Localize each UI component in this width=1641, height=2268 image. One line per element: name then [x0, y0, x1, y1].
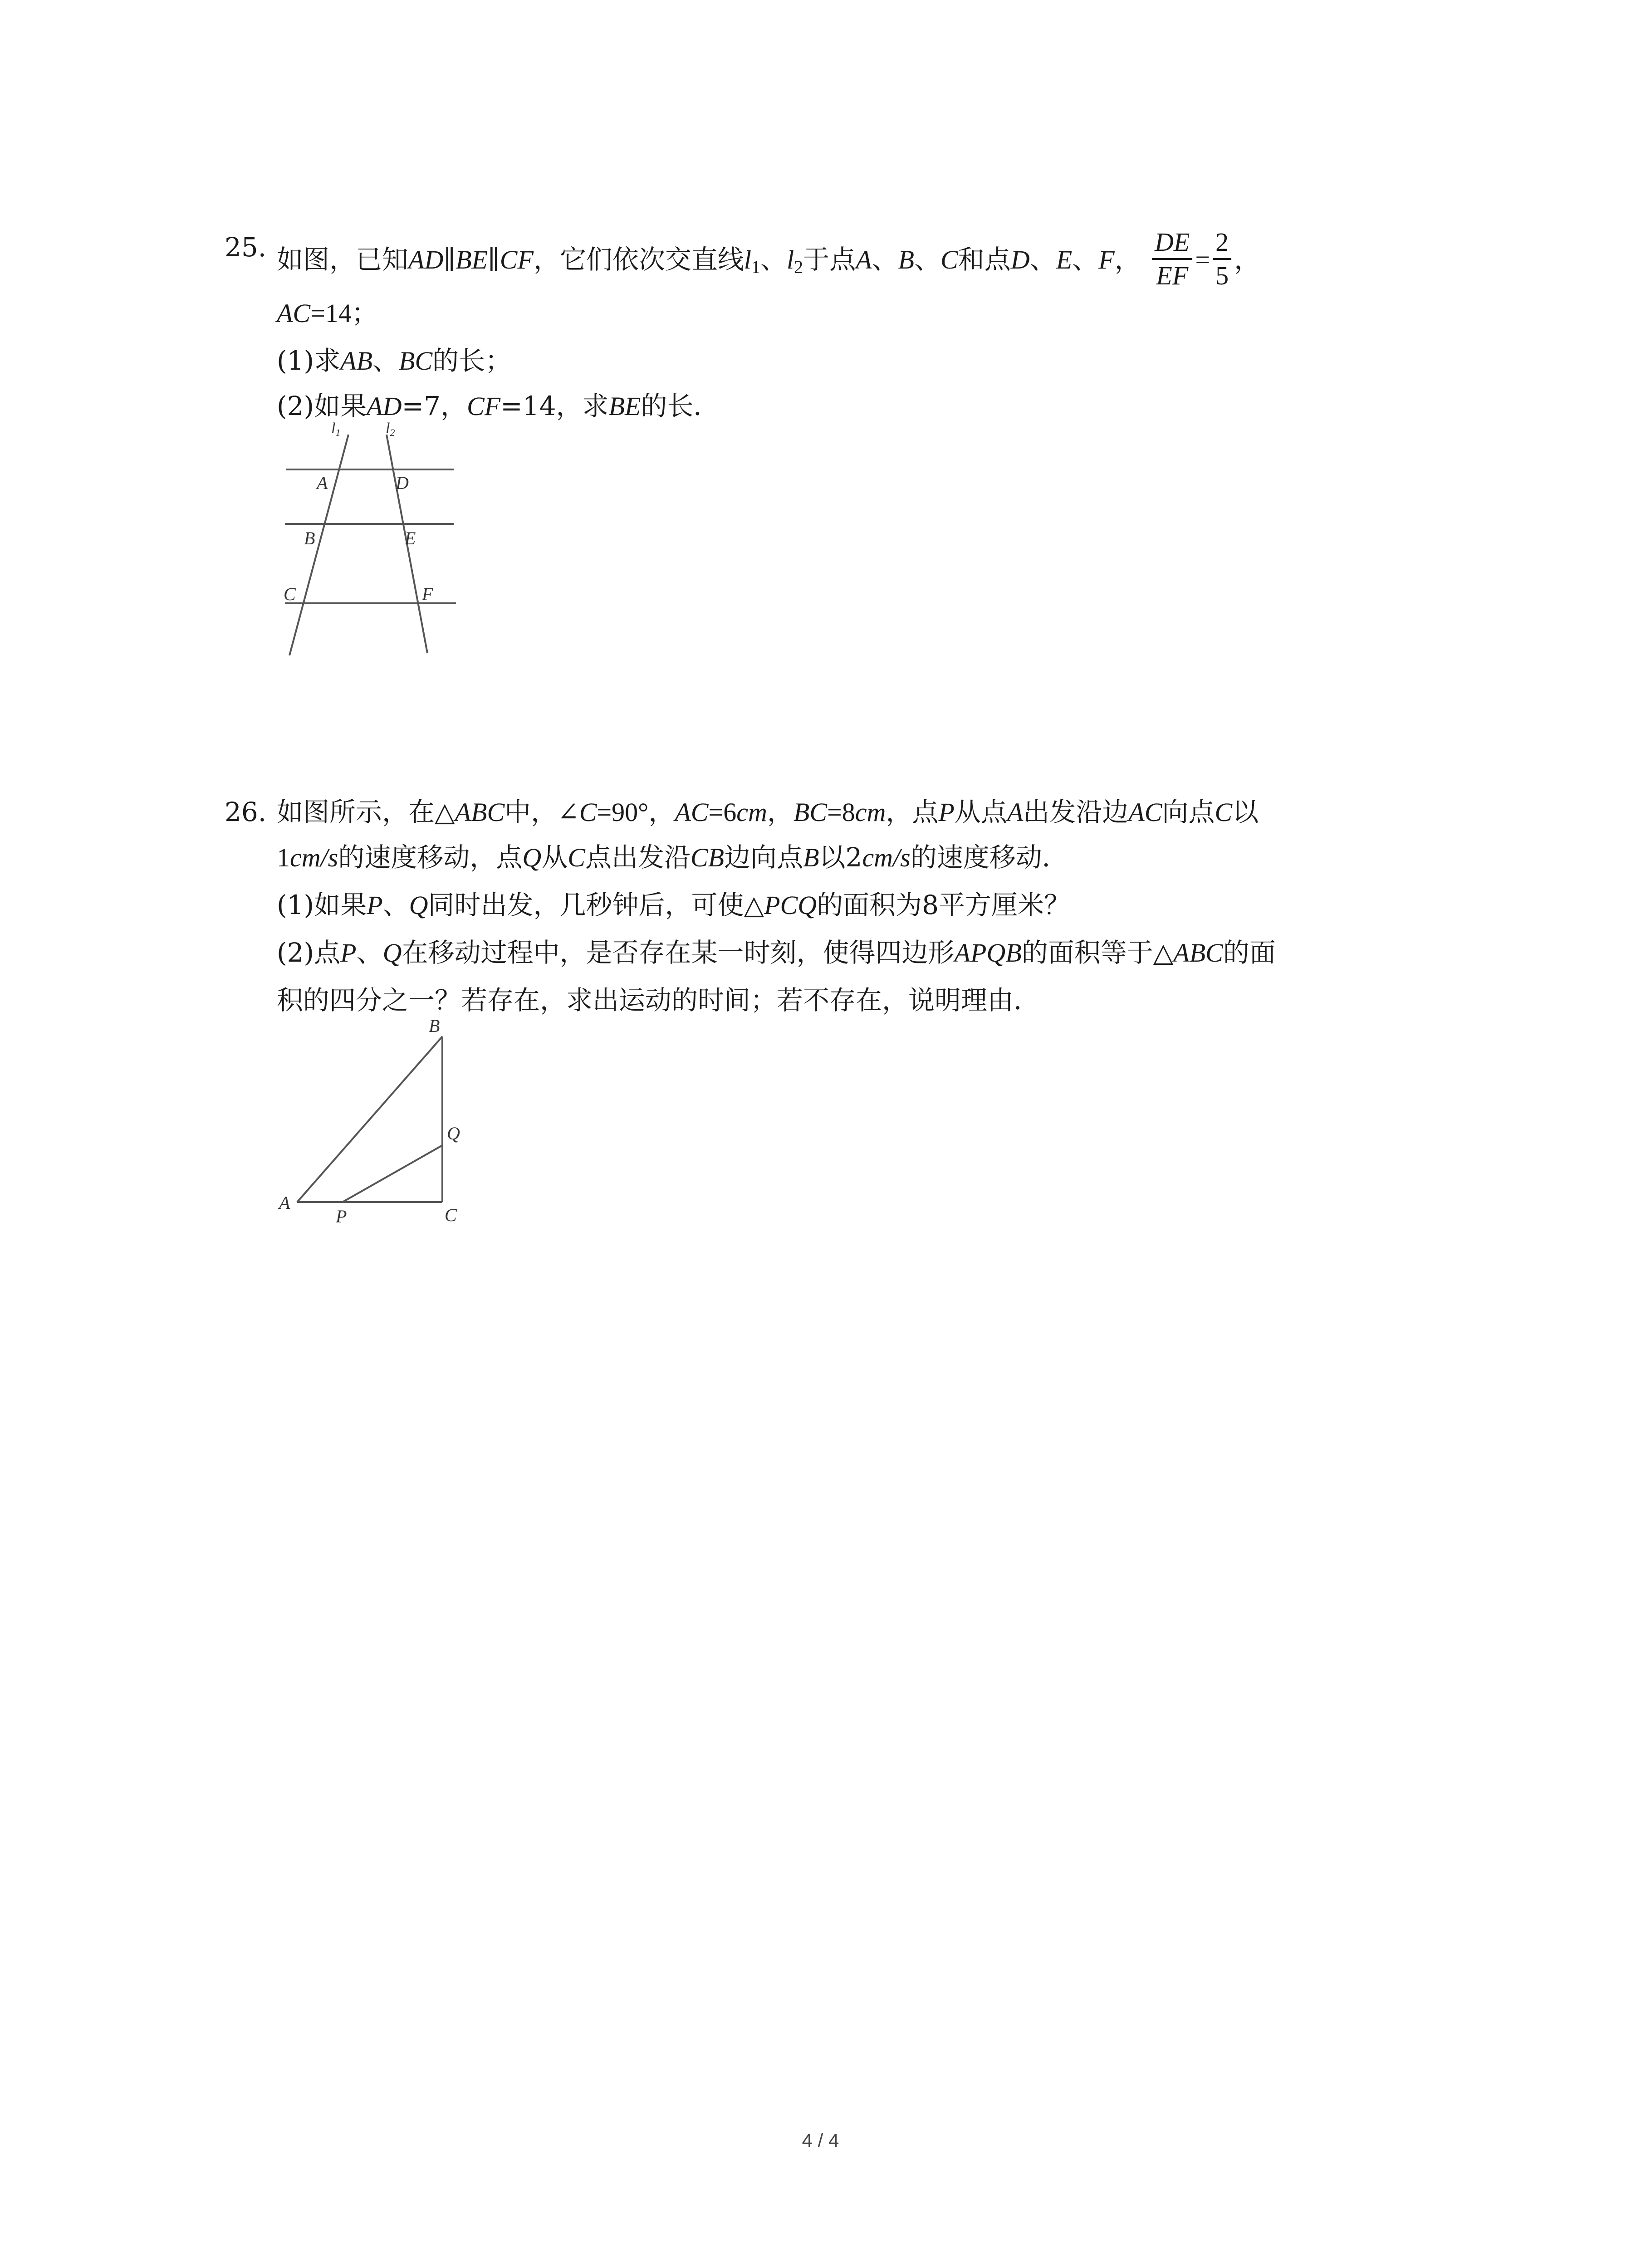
question-number: 25.	[225, 232, 267, 263]
fraction-two-fifths: $\frac{2}{5}$	[1213, 226, 1231, 292]
side-ab	[297, 1036, 442, 1202]
fraction-de-ef: $\frac{DE}{EF}$	[1152, 226, 1192, 292]
sub-question-2-cont: 积的四分之一？若存在，求出运动的时间；若不存在，说明理由．	[277, 985, 1040, 1016]
label-point-d: D	[396, 473, 409, 493]
label-point-p: P	[336, 1206, 347, 1227]
label-point-c: C	[445, 1205, 457, 1225]
label-point-b: B	[429, 1016, 440, 1036]
label-point-e: E	[405, 528, 416, 548]
parallel-lines-figure	[272, 422, 463, 667]
label-l1: l1	[331, 422, 341, 438]
question-text-line: 如图，已知AD∥BE∥CF，它们依次交直线$l_1$、$l_2$于点A、B、C和点D、E、F， $\frac{DE}{EF}$ = $\frac{2}{5}$ ，	[277, 229, 1260, 294]
right-triangle-figure	[272, 1016, 481, 1234]
label-point-c: C	[284, 584, 296, 604]
line-l1	[289, 435, 348, 655]
question-text-line: AC=14；	[277, 298, 378, 328]
label-point-b: B	[304, 528, 315, 548]
label-point-a: A	[279, 1193, 290, 1213]
question-text-line: 1cm/s的速度移动，点Q从C点出发沿CB边向点B以2cm/s的速度移动．	[277, 842, 1068, 873]
segment-pq	[343, 1145, 442, 1202]
sub-question-1: (1)求AB、BC的长；	[277, 345, 512, 376]
label-point-f: F	[422, 584, 433, 604]
label-l2: l2	[386, 422, 395, 438]
question-number: 26.	[225, 797, 267, 827]
question-text-line: 如图所示，在△ABC中，∠C=90°，AC=6cm，BC=8cm，点P从点A出发沿边AC向点C以	[277, 797, 1259, 827]
sub-question-1: (1)如果P、Q同时出发，几秒钟后，可使△PCQ的面积为8平方厘米？	[277, 890, 1071, 920]
label-point-q: Q	[447, 1123, 460, 1144]
label-point-a: A	[317, 473, 328, 493]
sub-question-2: (2)点P、Q在移动过程中，是否存在某一时刻，使得四边形APQB的面积等于△ABC的面	[277, 937, 1276, 968]
sub-question-2: (2)如果AD=7，CF=14，求BE的长．	[277, 391, 720, 421]
page-number: 4 / 4	[802, 2130, 839, 2151]
